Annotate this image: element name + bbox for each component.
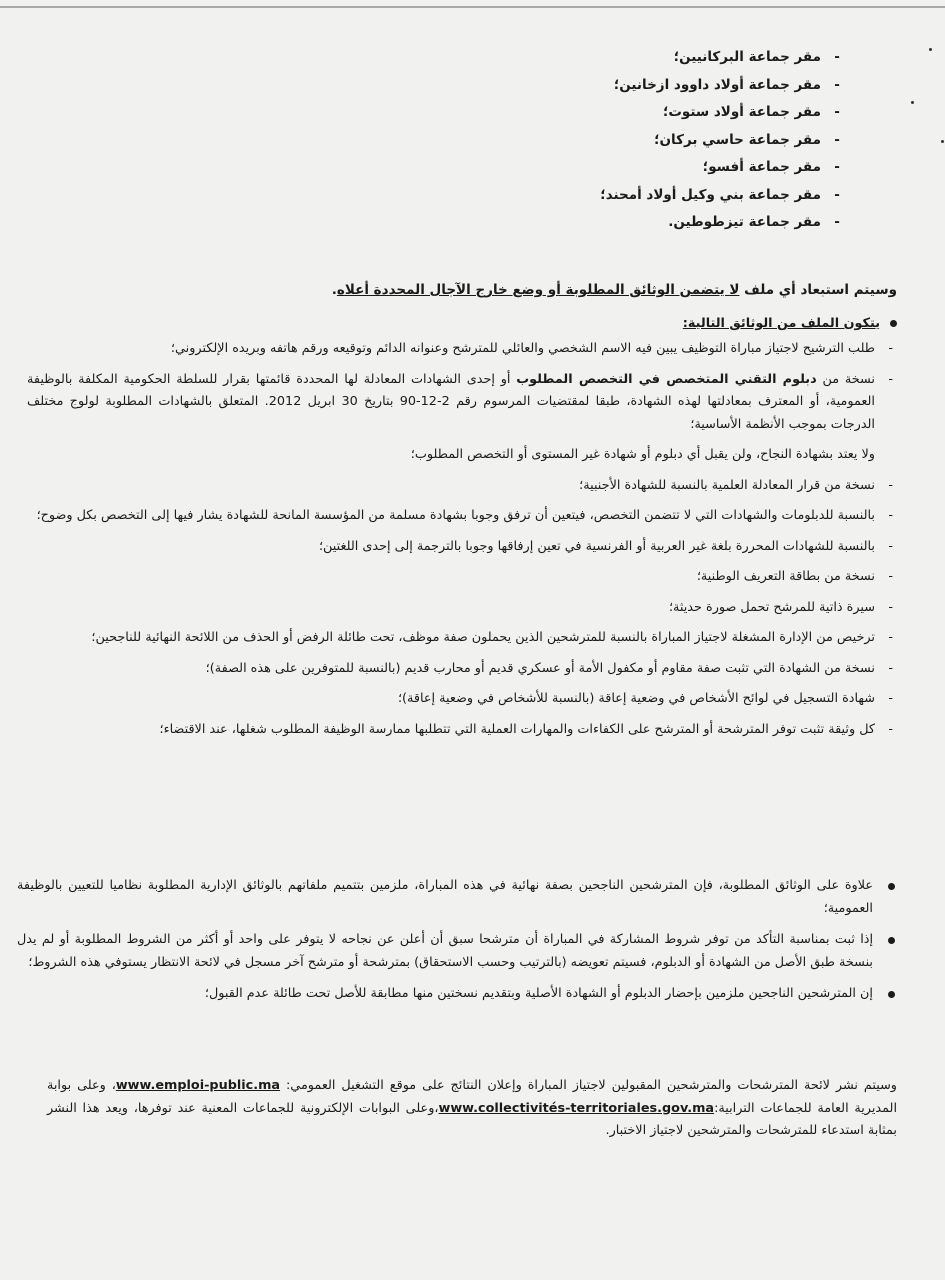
commune-list	[445, 44, 845, 237]
document-item: - بالنسبة للشهادات المحررة بلغة غير العربية أو الفرنسية في تعين إرفاقها وجوبا بالترجمة إلى إحدى اللغتين؛	[318, 538, 893, 554]
document-item: - ترخيص من الإدارة المشغلة لاجتياز المباراة بالنسبة للمترشحين الذين يحملون صفة موظف، تحت طائلة الرفض أو الحذف من اللائحة النهائية للناجحين؛	[91, 630, 893, 645]
emploi-public-link[interactable]: www.emploi-public.ma	[115, 1078, 281, 1093]
commune-item: -مقر جماعة أولاد ستوت؛	[662, 104, 840, 120]
scan-speck	[911, 101, 914, 104]
additional-notes-list	[17, 875, 897, 1015]
note-item: إذا ثبت بمناسبة التأكد من توفر شروط المشاركة في المباراة أن مترشحا سبق أن أعلن عن نجاحه لا يتوفر على واحد أو أكثر من الشروط المطلوبة أو لم يدل بنسخة طبق الأصل من الشهادة أو الدبلوم، فسيتم تعويضه (بالترتيب وحسب الاستحقاق) بمترشحة أو مترشح آخر مسجل في لائحة الانتظار يستوفي هذه الشروط؛	[17, 929, 897, 974]
commune-item: -مقر جماعة تيزطوطين.	[668, 214, 840, 230]
commune-item: -مقر جماعة بني وكيل أولاد أمحند؛	[600, 186, 840, 203]
commune-item: -مقر جماعة أولاد داوود ازخانين؛	[613, 76, 840, 93]
note-item: علاوة على الوثائق المطلوبة، فإن المترشحين الناجحين بصفة نهائية في هذه المباراة، ملزمين بتتميم ملفاتهم بالوثائق الإدارية المطلوبة نظاميا للتعيين بالوظيفة العمومية؛	[17, 875, 897, 920]
bullet-icon	[888, 937, 895, 944]
scan-speck	[941, 140, 944, 143]
document-item: - شهادة التسجيل في لوائح الأشخاص في وضعية إعاقة (بالنسبة للأشخاص في وضعية إعاقة)؛	[397, 691, 893, 706]
document-item: - كل وثيقة تثبت توفر المترشحة أو المترشح على الكفاءات والمهارات العملية التي تتطلبها ممارسة الوظيفة المطلوب شغلها، عند الاقتضاء؛	[159, 721, 893, 737]
commune-item: -مقر جماعة البركانيين؛	[673, 49, 840, 65]
bullet-icon	[888, 991, 895, 998]
top-border-line	[0, 6, 945, 8]
commune-item: -مقر جماعة أفسو؛	[702, 159, 840, 175]
document-item: - نسخة من الشهادة التي تثبت صفة مقاوم أو مكفول الأمة أو عسكري قديم أو محارب قديم (بالنسبة للمتوفرين على هذه الصفة)؛	[205, 660, 893, 676]
scan-speck	[929, 48, 932, 51]
document-note: ولا يعتد بشهادة النجاح، ولن يقبل أي دبلوم أو شهادة غير المستوى أو التخصص المطلوب؛	[410, 447, 875, 462]
documents-heading: يتكون الملف من الوثائق التالية:	[32, 313, 897, 336]
exclusion-statement: وسيتم استبعاد أي ملف لا يتضمن الوثائق المطلوبة أو وضع خارج الآجال المحددة أعلاه.	[331, 282, 897, 298]
note-item: إن المترشحين الناجحين ملزمين بإحضار الدبلوم أو الشهادة الأصلية وبتقديم نسختين منها مطابقة للأصل تحت طائلة عدم القبول؛	[17, 983, 897, 1006]
document-item: - طلب الترشيح لاجتياز مباراة التوظيف يبين فيه الاسم الشخصي والعائلي للمترشح وعنوانه الدائم وتوقيعه ورقم هاتفه وبريده الإلكتروني؛	[170, 341, 893, 356]
collectivites-territoriales-link[interactable]: www.collectivités-territoriales.gov.ma	[438, 1100, 715, 1116]
document-item: - نسخة من قرار المعادلة العلمية بالنسبة للشهادة الأجنبية؛	[579, 477, 893, 493]
bullet-icon	[888, 883, 895, 890]
bullet-icon	[890, 320, 897, 327]
commune-item: -مقر جماعة حاسي بركان؛	[654, 131, 840, 148]
document-item: - بالنسبة للدبلومات والشهادات التي لا تتضمن التخصص، فيتعين أن ترفق وجوبا بشهادة مسلمة من المؤسسة المانحة للشهادة يشار فيها إلى التخصص بكل وضوح؛	[36, 508, 893, 523]
document-item: - نسخة من دبلوم التقني المتخصص في التخصص المطلوب أو إحدى الشهادات المعادلة لها المحددة قائمتها بقرار للسلطة الحكومية المكلفة بالوظيفة العمومية، أو المعترف بمعادلتها لهذه الشهادة، طبقا لمقتضيات المرسوم رقم 2-12-90 بتاريخ 30 ابريل 2012. المتعلق بالشهادات المطلوبة لولوج مختلف الدرجات بموجب الأنظمة الأساسية؛	[27, 371, 893, 432]
required-documents-list	[27, 338, 897, 749]
document-item: - نسخة من بطاقة التعريف الوطنية؛	[696, 569, 893, 584]
document-item: - سيرة ذاتية للمرشح تحمل صورة حديثة؛	[668, 599, 893, 615]
publication-notice: وسيتم نشر لائحة المترشحات والمترشحين المقبولين لاجتياز المباراة وإعلان النتائج على موقع التشغيل العمومي: www.emploi-public.ma، وعلى بوابة المديرية العامة للجماعات الترابية:www.collectivités-territoriales.gov.ma،وعلى البوابات الإلكترونية للجماعات المعنية عند توفرها، ويعد هذا النشر بمثابة استدعاء للمترشحات والمترشحين لاجتياز الاختبار.	[47, 1078, 897, 1138]
